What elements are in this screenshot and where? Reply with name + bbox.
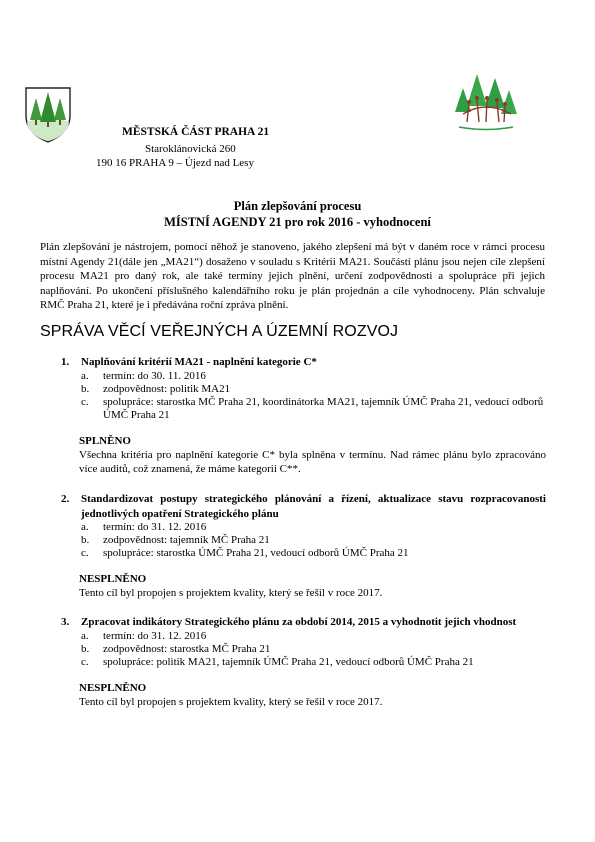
- section-heading: SPRÁVA VĚCÍ VEŘEJNÝCH A ÚZEMNÍ ROZVOJ: [40, 323, 399, 340]
- status-label: NESPLNĚNO: [79, 681, 147, 694]
- plan-item-1: [40, 355, 546, 477]
- status-text: Tento cíl byl propojen s projektem kvality, který se řešil v roce 2017.: [79, 587, 383, 599]
- org-city: 190 16 PRAHA 9 – Újezd nad Lesy: [96, 157, 254, 169]
- item-letter: a.: [81, 521, 89, 533]
- item-title: Naplňování kritérií MA21 - naplnění kategorie C*: [81, 356, 317, 368]
- item-text: spolupráce: starostka ÚMČ Praha 21, vedoucí odborů ÚMČ Praha 21: [103, 547, 409, 559]
- item-letter: b.: [81, 382, 90, 395]
- item-title: Zpracovat indikátory Strategického plánu za období 2014, 2015 a vyhodnotit jejich vhodnost: [81, 616, 517, 628]
- org-name: MĚSTSKÁ ČÁST PRAHA 21: [122, 126, 270, 138]
- item-text: termín: do 30. 11. 2016: [103, 369, 206, 382]
- list-item: [40, 534, 546, 547]
- list-item: [40, 630, 546, 643]
- item-letter: c.: [81, 395, 89, 408]
- item-letter: a.: [81, 369, 89, 382]
- status-text: Tento cíl byl propojen s projektem kvality, který se řešil v roce 2017.: [79, 695, 383, 708]
- plan-item-3: [40, 615, 546, 709]
- intro-paragraph: Plán zlepšování je nástrojem, pomocí něhož je stanoveno, jakého zlepšení má být v daném roce v rámci procesu místní Agendy 21(dále jen „MA21“) dosaženo v souladu s Kritérii MA21. Součástí plánu jsou nejen cíle zlepšení procesu MA21 pro daný rok, ale také termíny jejich plnění, určení zodpovědnosti a spolupráce při jejich naplňování. Po ukončení příslušného kalendářního roku je plán projednán a cíle vyhodnoceny. Plán schvaluje RMČ Praha 21, které je i předávána roční zpráva plnění.: [40, 241, 545, 311]
- item-number: 3.: [61, 616, 70, 628]
- item-number: 1.: [61, 356, 70, 368]
- document-title-line2: MÍSTNÍ AGENDY 21 pro rok 2016 - vyhodnocení: [164, 215, 431, 229]
- list-item: [40, 396, 546, 422]
- status-text: Všechna kritéria pro naplnění kategorie C* byla splněna v termínu. Nad rámec plánu bylo zpracováno více auditů, což znamená, že máme kategorii C**.: [79, 448, 546, 475]
- item-letter: c.: [81, 655, 89, 668]
- status-label: SPLNĚNO: [79, 434, 131, 447]
- list-item: [40, 521, 546, 534]
- list-item: [40, 370, 546, 383]
- list-item: [40, 643, 546, 656]
- item-letter: b.: [81, 534, 90, 546]
- item-text: spolupráce: starostka MČ Praha 21, koordinátorka MA21, tajemník ÚMČ Praha 21, vedoucí odborů ÚMČ Praha 21: [103, 395, 544, 421]
- municipal-crest-icon: [22, 84, 74, 144]
- item-text: termín: do 31. 12. 2016: [103, 521, 207, 533]
- list-item: [40, 383, 546, 396]
- item-text: spolupráce: politik MA21, tajemník ÚMČ Praha 21, vedoucí odborů ÚMČ Praha 21: [103, 655, 474, 668]
- item-text: zodpovědnost: tajemník MČ Praha 21: [103, 534, 270, 546]
- item-letter: a.: [81, 629, 89, 642]
- org-street: Staroklánovická 260: [145, 143, 236, 155]
- document-title-line1: Plán zlepšování procesu: [233, 199, 362, 213]
- item-text: zodpovědnost: starostka MČ Praha 21: [103, 642, 271, 655]
- item-letter: b.: [81, 642, 90, 655]
- list-item: [40, 547, 546, 560]
- plan-item-2: [40, 492, 546, 601]
- status-label: NESPLNĚNO: [79, 573, 147, 585]
- item-letter: c.: [81, 547, 89, 559]
- item-number: 2.: [61, 493, 70, 505]
- item-text: termín: do 31. 12. 2016: [103, 629, 207, 642]
- ma21-logo-icon: [453, 70, 519, 132]
- item-title: Standardizovat postupy strategického plánování a řízení, aktualizace stavu rozpracovanosti jednotlivých opatření Strategického plánu: [81, 493, 546, 520]
- item-text: zodpovědnost: politik MA21: [103, 382, 231, 395]
- list-item: [40, 656, 546, 669]
